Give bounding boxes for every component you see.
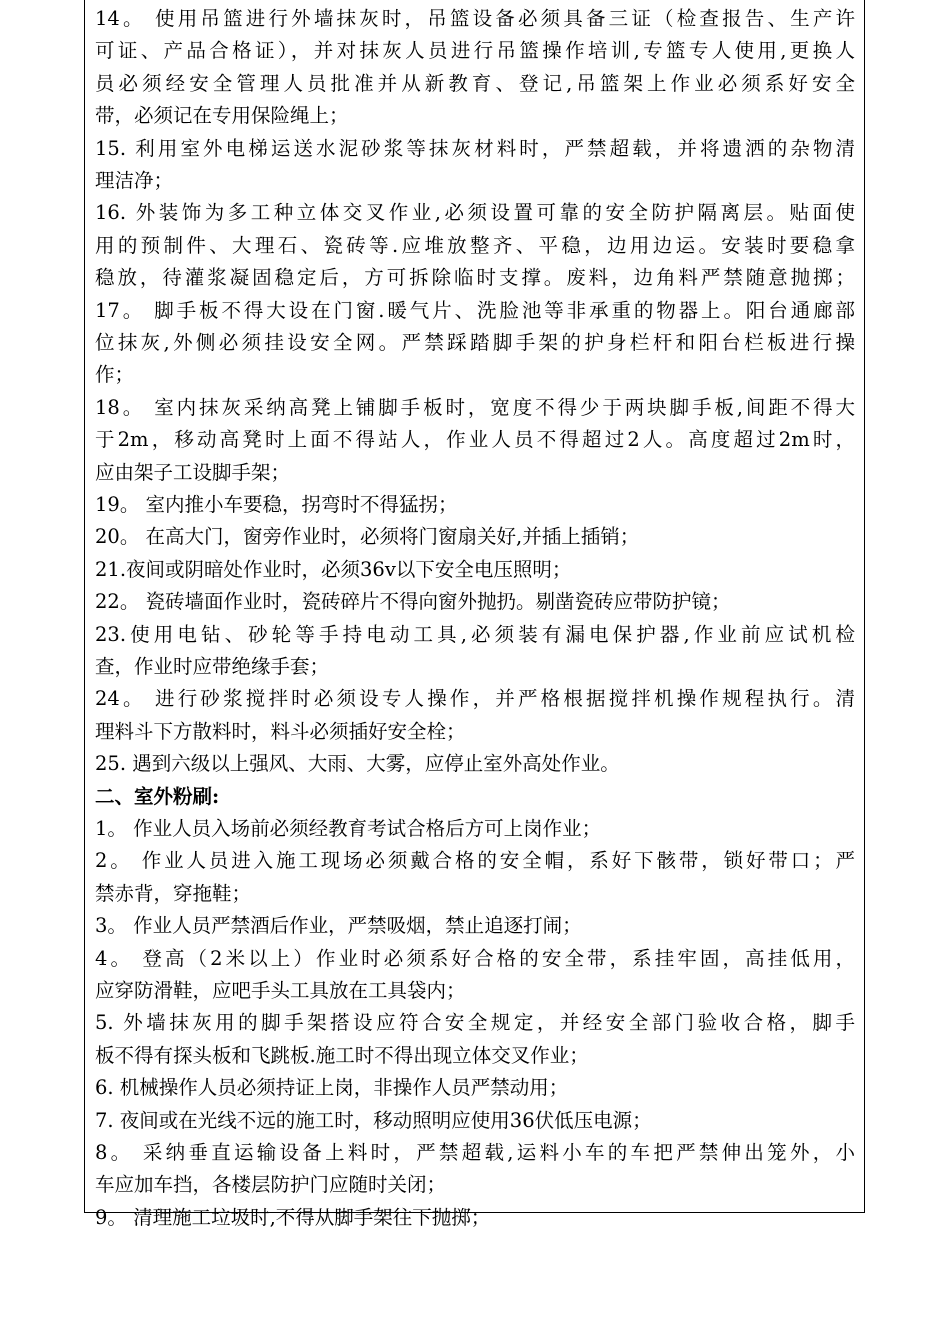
text-line: 理料斗下方散料时，料斗必须插好安全栓； xyxy=(95,719,466,743)
text-line: 作； xyxy=(95,363,135,387)
text-line: 查，作业时应带绝缘手套； xyxy=(95,655,330,678)
text-line: 22。 瓷砖墙面作业时，瓷砖碎片不得向窗外抛扔。剔凿瓷砖应带防护镜； xyxy=(95,590,731,614)
text-line: 19。 室内推小车要稳，拐弯时不得猛拐； xyxy=(95,493,458,516)
text-line: 1。 作业人员入场前必须经教育考试合格后方可上岗作业； xyxy=(95,817,602,840)
document-frame xyxy=(84,0,865,1229)
text-line: 车应加车挡，各楼层防护门应随时关闭； xyxy=(95,1173,447,1197)
text-line: 18。 室内抹灰采纳高凳上铺脚手板时，宽度不得少于两块脚手板,间距不得大 xyxy=(95,395,855,419)
text-line: 禁赤背，穿拖鞋； xyxy=(95,881,252,905)
text-line: 23.使用电钻、砂轮等手持电动工具,必须装有漏电保护器,作业前应试机检 xyxy=(95,622,855,646)
text-line: 5. 外墙抹灰用的脚手架搭设应符合安全规定，并经安全部门验收合格，脚手 xyxy=(95,1011,855,1035)
text-line: 应穿防滑鞋，应吧手头工具放在工具袋内； xyxy=(95,979,466,1002)
text-line: 理洁净； xyxy=(95,169,174,192)
text-line: 可证、产品合格证），并对抹灰人员进行吊篮操作培训,专篮专人使用,更换人 xyxy=(95,39,855,63)
text-line: 2。 作业人员进入施工现场必须戴合格的安全帽，系好下骸带，锁好带口；严 xyxy=(95,849,855,873)
text-line: 于2m，移动高凳时上面不得站人，作业人员不得超过2人。高度超过2m时， xyxy=(95,428,855,452)
text-line: 7. 夜间或在光线不远的施工时，移动照明应使用36伏低压电源； xyxy=(95,1108,652,1132)
text-line: 8。 采纳垂直运输设备上料时，严禁超载,运料小车的车把严禁伸出笼外，小 xyxy=(95,1141,855,1164)
text-line: 3。 作业人员严禁酒后作业，严禁吸烟，禁止追逐打闹； xyxy=(95,914,582,938)
text-line: 4。 登高（2米以上）作业时必须系好合格的安全带，系挂牢固，高挂低用， xyxy=(95,946,855,970)
text-line: 应由架子工设脚手架； xyxy=(95,460,291,484)
section-heading: 二、室外粉刷: xyxy=(95,784,220,808)
text-line: 14。 使用吊篮进行外墙抹灰时，吊篮设备必须具备三证（检查报告、生产许 xyxy=(95,7,855,30)
text-line: 25. 遇到六级以上强风、大雨、大雾，应停止室外高处作业。 xyxy=(95,752,620,776)
text-line: 9。 清理施工垃圾时,不得从脚手架往下抛掷； xyxy=(95,1205,491,1229)
text-line: 稳放，待灌浆凝固稳定后，方可拆除临时支撑。废料，边角料严禁随意抛掷； xyxy=(95,266,855,290)
text-line: 板不得有探头板和飞跳板.施工时不得出现立体交叉作业； xyxy=(95,1043,589,1067)
text-line: 员必须经安全管理人员批准并从新教育、登记,吊篮架上作业必须系好安全 xyxy=(95,71,855,95)
text-line: 17。 脚手板不得大设在门窗.暖气片、洗脸池等非承重的物器上。阳台通廊部 xyxy=(95,298,855,322)
text-line: 6. 机械操作人员必须持证上岗，非操作人员严禁动用； xyxy=(95,1076,569,1100)
text-line: 带，必须记在专用保险绳上； xyxy=(95,104,349,128)
text-line: 位抹灰,外侧必须挂设安全网。严禁踩踏脚手架的护身栏杆和阳台栏板进行操 xyxy=(95,331,855,354)
text-line: 21.夜间或阴暗处作业时，必须36v以下安全电压照明； xyxy=(95,557,572,581)
text-line: 15. 利用室外电梯运送水泥砂浆等抹灰材料时，严禁超载，并将遗洒的杂物清 xyxy=(95,136,855,160)
text-line: 20。 在高大门，窗旁作业时，必须将门窗扇关好,并插上插销； xyxy=(95,525,640,549)
text-line: 用的预制件、大理石、瓷砖等.应堆放整齐、平稳，边用边运。安装时要稳拿 xyxy=(95,233,855,257)
text-line: 24。 进行砂浆搅拌时必须设专人操作，并严格根据搅拌机操作规程执行。清 xyxy=(95,687,855,711)
text-line: 16. 外装饰为多工种立体交叉作业,必须设置可靠的安全防护隔离层。贴面使 xyxy=(95,201,855,225)
